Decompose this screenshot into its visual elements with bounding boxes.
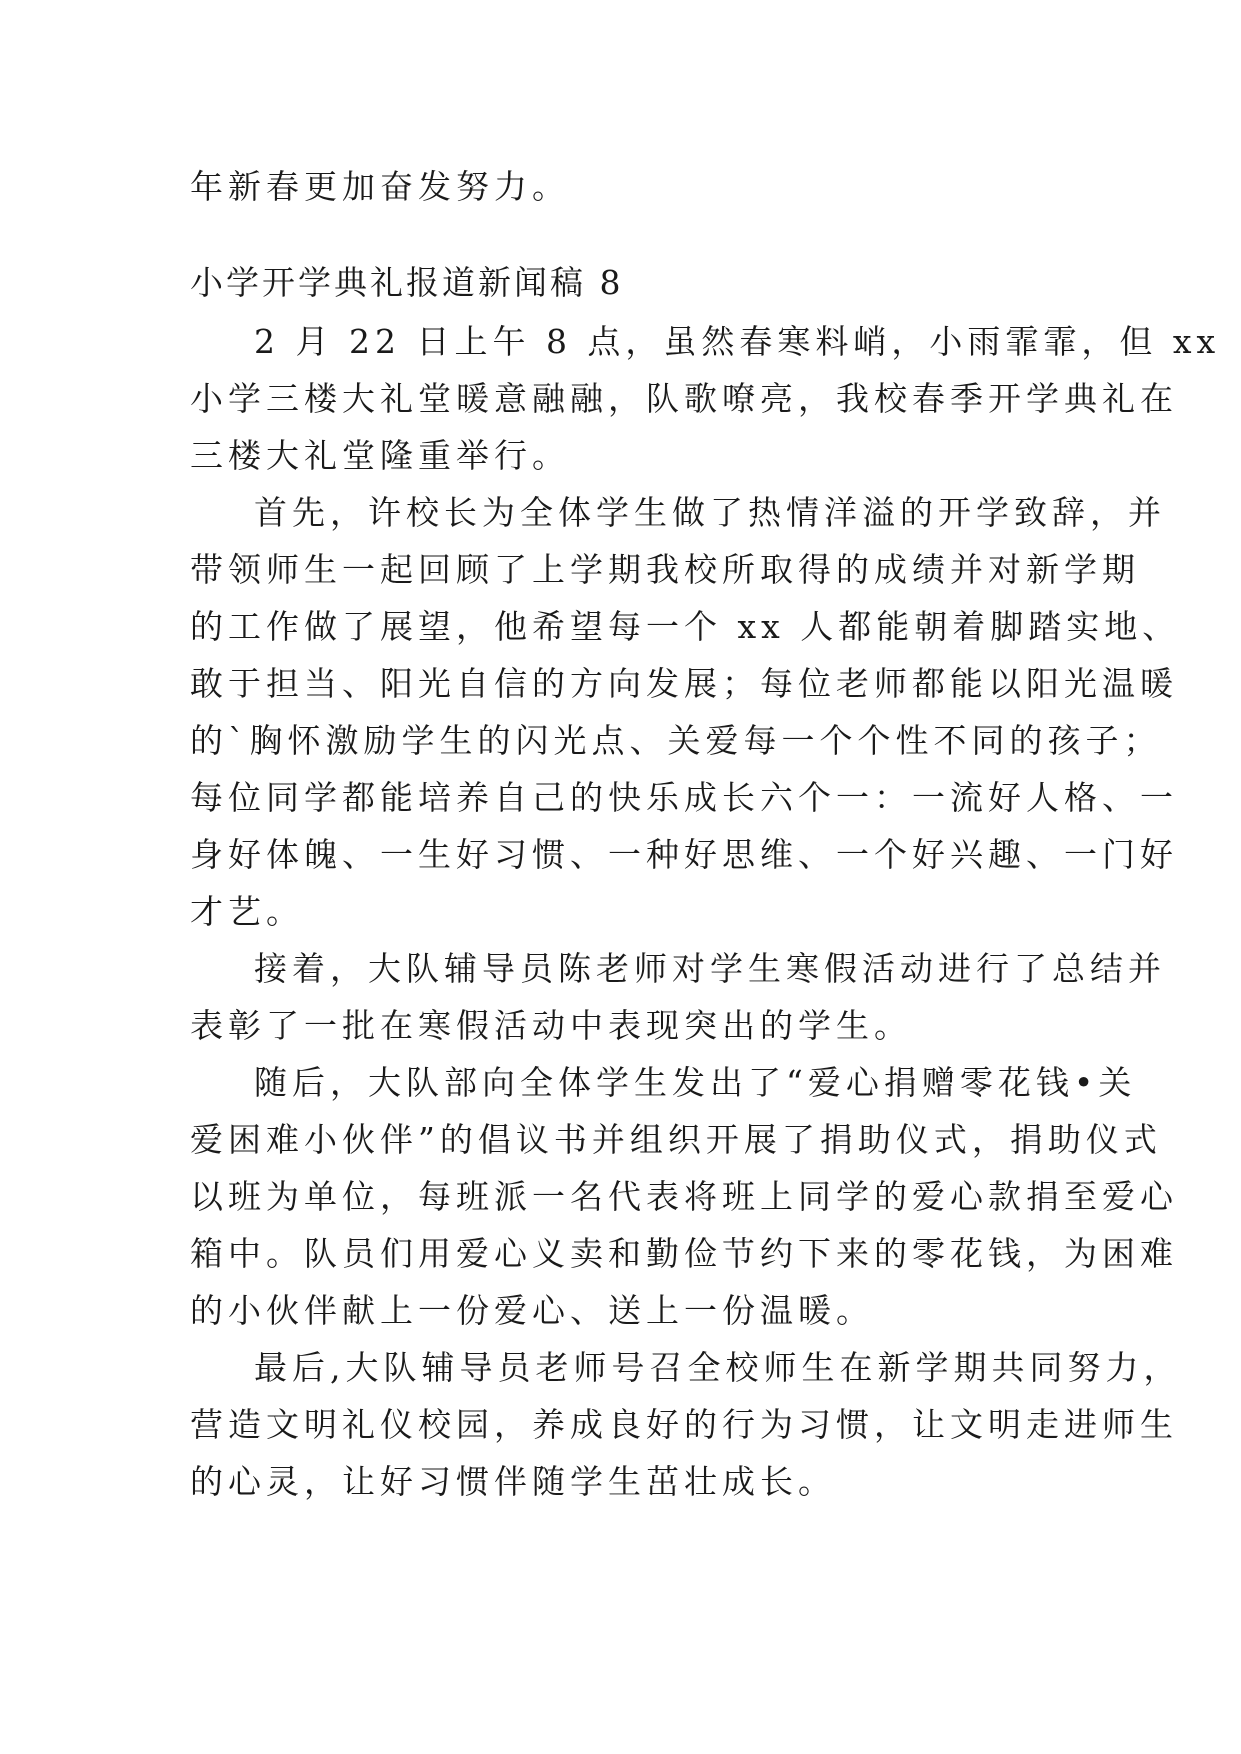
- paragraph-2-line: 每位同学都能培养自己的快乐成长六个一：一流好人格、一: [190, 778, 1178, 817]
- article-heading: 小学开学典礼报道新闻稿 8: [190, 263, 624, 302]
- paragraph-4-line: 随后，大队部向全体学生发出了“爱心捐赠零花钱•关: [254, 1063, 1137, 1102]
- continuation-line: 年新春更加奋发努力。: [190, 167, 570, 206]
- paragraph-5-line: 营造文明礼仪校园，养成良好的行为习惯，让文明走进师生: [190, 1405, 1178, 1444]
- paragraph-3-line: 接着，大队辅导员陈老师对学生寒假活动进行了总结并: [254, 949, 1166, 988]
- paragraph-1-line: 三楼大礼堂隆重举行。: [190, 436, 570, 475]
- paragraph-2-line: 带领师生一起回顾了上学期我校所取得的成绩并对新学期: [190, 550, 1140, 589]
- paragraph-4-line: 的小伙伴献上一份爱心、送上一份温暖。: [190, 1291, 874, 1330]
- paragraph-3-line: 表彰了一批在寒假活动中表现突出的学生。: [190, 1006, 912, 1045]
- paragraph-2-line: 身好体魄、一生好习惯、一种好思维、一个好兴趣、一门好: [190, 835, 1178, 874]
- paragraph-4-line: 箱中。队员们用爱心义卖和勤俭节约下来的零花钱，为困难: [190, 1234, 1178, 1273]
- paragraph-2-line: 的工作做了展望，他希望每一个 xx 人都能朝着脚踏实地、: [190, 607, 1181, 646]
- paragraph-5-line: 的心灵，让好习惯伴随学生茁壮成长。: [190, 1462, 836, 1501]
- paragraph-1-line: 2 月 22 日上午 8 点，虽然春寒料峭，小雨霏霏，但 xx: [254, 322, 1221, 361]
- paragraph-2-line: 敢于担当、阳光自信的方向发展；每位老师都能以阳光温暖: [190, 664, 1178, 703]
- paragraph-2-line: 的`胸怀激励学生的闪光点、关爱每一个个性不同的孩子；: [190, 721, 1162, 760]
- paragraph-4-line: 爱困难小伙伴”的倡议书并组织开展了捐助仪式，捐助仪式: [190, 1120, 1162, 1159]
- paragraph-2-line: 才艺。: [190, 892, 304, 931]
- paragraph-1-line: 小学三楼大礼堂暖意融融，队歌嘹亮，我校春季开学典礼在: [190, 379, 1178, 418]
- paragraph-4-line: 以班为单位，每班派一名代表将班上同学的爱心款捐至爱心: [190, 1177, 1178, 1216]
- paragraph-5-line: 最后,大队辅导员老师号召全校师生在新学期共同努力，: [254, 1348, 1182, 1387]
- paragraph-2-line: 首先，许校长为全体学生做了热情洋溢的开学致辞，并: [254, 493, 1166, 532]
